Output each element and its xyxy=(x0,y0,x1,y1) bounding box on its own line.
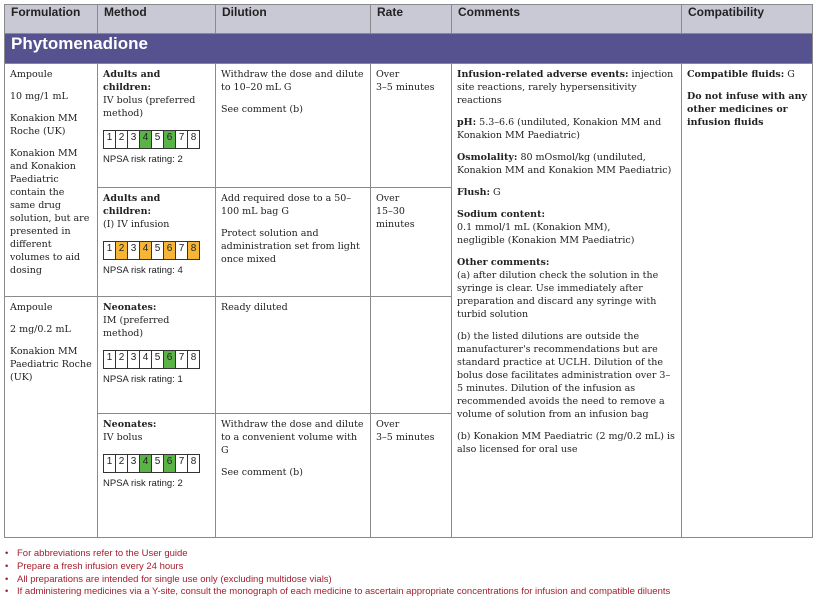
risk-cell: 2 xyxy=(116,131,128,149)
dilution-text: See comment (b) xyxy=(221,104,303,115)
risk-cell: 8 xyxy=(188,131,200,149)
risk-rating-label: NPSA risk rating: 2 xyxy=(103,154,183,165)
risk-cell: 6 xyxy=(164,242,176,260)
comments-cell xyxy=(452,64,682,538)
risk-cell: 1 xyxy=(104,455,116,473)
risk-cell: 2 xyxy=(116,242,128,260)
risk-cell: 6 xyxy=(164,131,176,149)
header-comments: Comments xyxy=(452,5,682,34)
method-route: IV bolus xyxy=(103,432,143,443)
comment-adverse-events: Infusion-related adverse events: injection site reactions, rarely hypersensitivity reactions xyxy=(457,69,674,106)
method-cell-2 xyxy=(98,188,216,297)
risk-cell: 3 xyxy=(128,242,140,260)
risk-cell: 6 xyxy=(164,455,176,473)
rate-text: Over xyxy=(376,419,400,430)
header-dilution: Dilution xyxy=(216,5,371,34)
risk-cell: 8 xyxy=(188,351,200,369)
risk-cell: 2 xyxy=(116,351,128,369)
risk-cell: 8 xyxy=(188,455,200,473)
risk-cell: 7 xyxy=(176,351,188,369)
dilution-cell-4 xyxy=(216,414,371,538)
monograph-sheet xyxy=(4,4,812,538)
risk-cell: 8 xyxy=(188,242,200,260)
dilution-cell-3 xyxy=(216,297,371,414)
comment-sodium: Sodium content: 0.1 mmol/1 mL (Konakion MM), negligible (Konakion MM Paediatric) xyxy=(457,209,635,246)
formulation-2-line: Ampoule xyxy=(10,302,53,313)
header-rate: Rate xyxy=(371,5,452,34)
formulation-2-line: 2 mg/0.2 mL xyxy=(10,324,71,335)
method-title: Neonates: xyxy=(103,302,157,313)
formulation-1-line: 10 mg/1 mL xyxy=(10,91,68,102)
rate-cell-4 xyxy=(371,414,452,538)
risk-rating-grid xyxy=(103,241,200,260)
comment-flush: Flush: G xyxy=(457,187,501,198)
dilution-cell-2 xyxy=(216,188,371,297)
comment-b-dilutions: (b) the listed dilutions are outside the manufacturer's recommendations but are standard practice at UCLH. Dilution of the bolus dose facilitates administration over 3–5 minutes. Dilution of the infusion as recommended avoids the need to remove a volume of solution from an infusion bag xyxy=(457,331,671,420)
comment-other: Other comments: (a) after dilution check the solution in the syringe is clear. Use immediately after preparation and discard any syringe with turbid solution xyxy=(457,257,659,320)
formulation-cell-2 xyxy=(5,297,98,538)
risk-cell: 3 xyxy=(128,351,140,369)
risk-cell: 4 xyxy=(140,455,152,473)
method-route: IM (preferred method) xyxy=(103,315,170,339)
header-formulation: Formulation xyxy=(5,5,98,34)
footer-note: • All preparations are intended for single use only (excluding multidose vials) xyxy=(4,574,812,587)
risk-cell: 4 xyxy=(140,131,152,149)
dilution-text: Ready diluted xyxy=(221,302,288,313)
compatible-fluids: Compatible fluids: G xyxy=(687,69,795,80)
footer-note: • Prepare a fresh infusion every 24 hours xyxy=(4,561,812,574)
rate-text: 15–30 minutes xyxy=(376,206,415,230)
rate-text: 3–5 minutes xyxy=(376,432,435,443)
rate-cell-3 xyxy=(371,297,452,414)
formulation-2-line: Konakion MM Paediatric Roche (UK) xyxy=(10,346,92,383)
dilution-text: Add required dose to a 50–100 mL bag G xyxy=(221,193,352,217)
risk-cell: 1 xyxy=(104,242,116,260)
drug-band-row xyxy=(5,34,813,64)
risk-cell: 5 xyxy=(152,242,164,260)
risk-rating-label: NPSA risk rating: 4 xyxy=(103,265,183,276)
method-row-1 xyxy=(5,64,813,188)
risk-cell: 4 xyxy=(140,351,152,369)
comment-b-oral: (b) Konakion MM Paediatric (2 mg/0.2 mL) is also licensed for oral use xyxy=(457,431,675,455)
formulation-1-line: Konakion MM Roche (UK) xyxy=(10,113,78,137)
header-compatibility: Compatibility xyxy=(682,5,813,34)
risk-cell: 7 xyxy=(176,131,188,149)
method-route: IV bolus (preferred method) xyxy=(103,95,196,119)
comment-ph: pH: 5.3–6.6 (undiluted, Konakion MM and Konakion MM Paediatric) xyxy=(457,117,662,141)
rate-cell-1 xyxy=(371,64,452,188)
footer-notes xyxy=(4,548,812,599)
risk-cell: 2 xyxy=(116,455,128,473)
risk-cell: 3 xyxy=(128,131,140,149)
risk-cell: 1 xyxy=(104,351,116,369)
risk-cell: 5 xyxy=(152,351,164,369)
drug-name: Phytomenadione xyxy=(5,34,813,64)
method-title: Neonates: xyxy=(103,419,157,430)
method-cell-4 xyxy=(98,414,216,538)
comment-osmolality: Osmolality: 80 mOsmol/kg (undiluted, Konakion MM and Konakion MM Paediatric) xyxy=(457,152,672,176)
formulation-1-line: Ampoule xyxy=(10,69,53,80)
footer-note: • For abbreviations refer to the User guide xyxy=(4,548,812,561)
risk-cell: 3 xyxy=(128,455,140,473)
rate-text: Over xyxy=(376,193,400,204)
rate-text: Over xyxy=(376,69,400,80)
compatibility-warning: Do not infuse with any other medicines or infusion fluids xyxy=(687,91,808,128)
method-route: (I) IV infusion xyxy=(103,219,170,230)
risk-cell: 7 xyxy=(176,242,188,260)
dilution-cell-1 xyxy=(216,64,371,188)
formulation-1-line: Konakion MM and Konakion Paediatric contain the same drug solution, but are presented in different volumes to aid dosing xyxy=(10,148,90,276)
dilution-text: Withdraw the dose and dilute to 10–20 mL G xyxy=(221,69,364,93)
risk-cell: 6 xyxy=(164,351,176,369)
dilution-text: See comment (b) xyxy=(221,467,303,478)
dilution-text: Withdraw the dose and dilute to a convenient volume with G xyxy=(221,419,364,456)
rate-cell-2 xyxy=(371,188,452,297)
header-row xyxy=(5,5,813,34)
risk-rating-label: NPSA risk rating: 1 xyxy=(103,374,183,385)
risk-cell: 5 xyxy=(152,131,164,149)
risk-rating-grid xyxy=(103,454,200,473)
method-cell-1 xyxy=(98,64,216,188)
rate-text: 3–5 minutes xyxy=(376,82,435,93)
method-cell-3 xyxy=(98,297,216,414)
footer-note: • If administering medicines via a Y-site, consult the monograph of each medicine to ascertain appropriate concentrations for infusion and compatible diluents xyxy=(4,586,812,599)
risk-cell: 1 xyxy=(104,131,116,149)
risk-cell: 4 xyxy=(140,242,152,260)
risk-rating-label: NPSA risk rating: 2 xyxy=(103,478,183,489)
dilution-text: Protect solution and administration set from light once mixed xyxy=(221,228,360,265)
method-title: Adults and children: xyxy=(103,69,161,93)
risk-rating-grid xyxy=(103,350,200,369)
risk-cell: 5 xyxy=(152,455,164,473)
compatibility-cell xyxy=(682,64,813,538)
monograph-table xyxy=(4,4,813,538)
header-method: Method xyxy=(98,5,216,34)
formulation-cell-1 xyxy=(5,64,98,297)
risk-rating-grid xyxy=(103,130,200,149)
risk-cell: 7 xyxy=(176,455,188,473)
method-title: Adults and children: xyxy=(103,193,161,217)
